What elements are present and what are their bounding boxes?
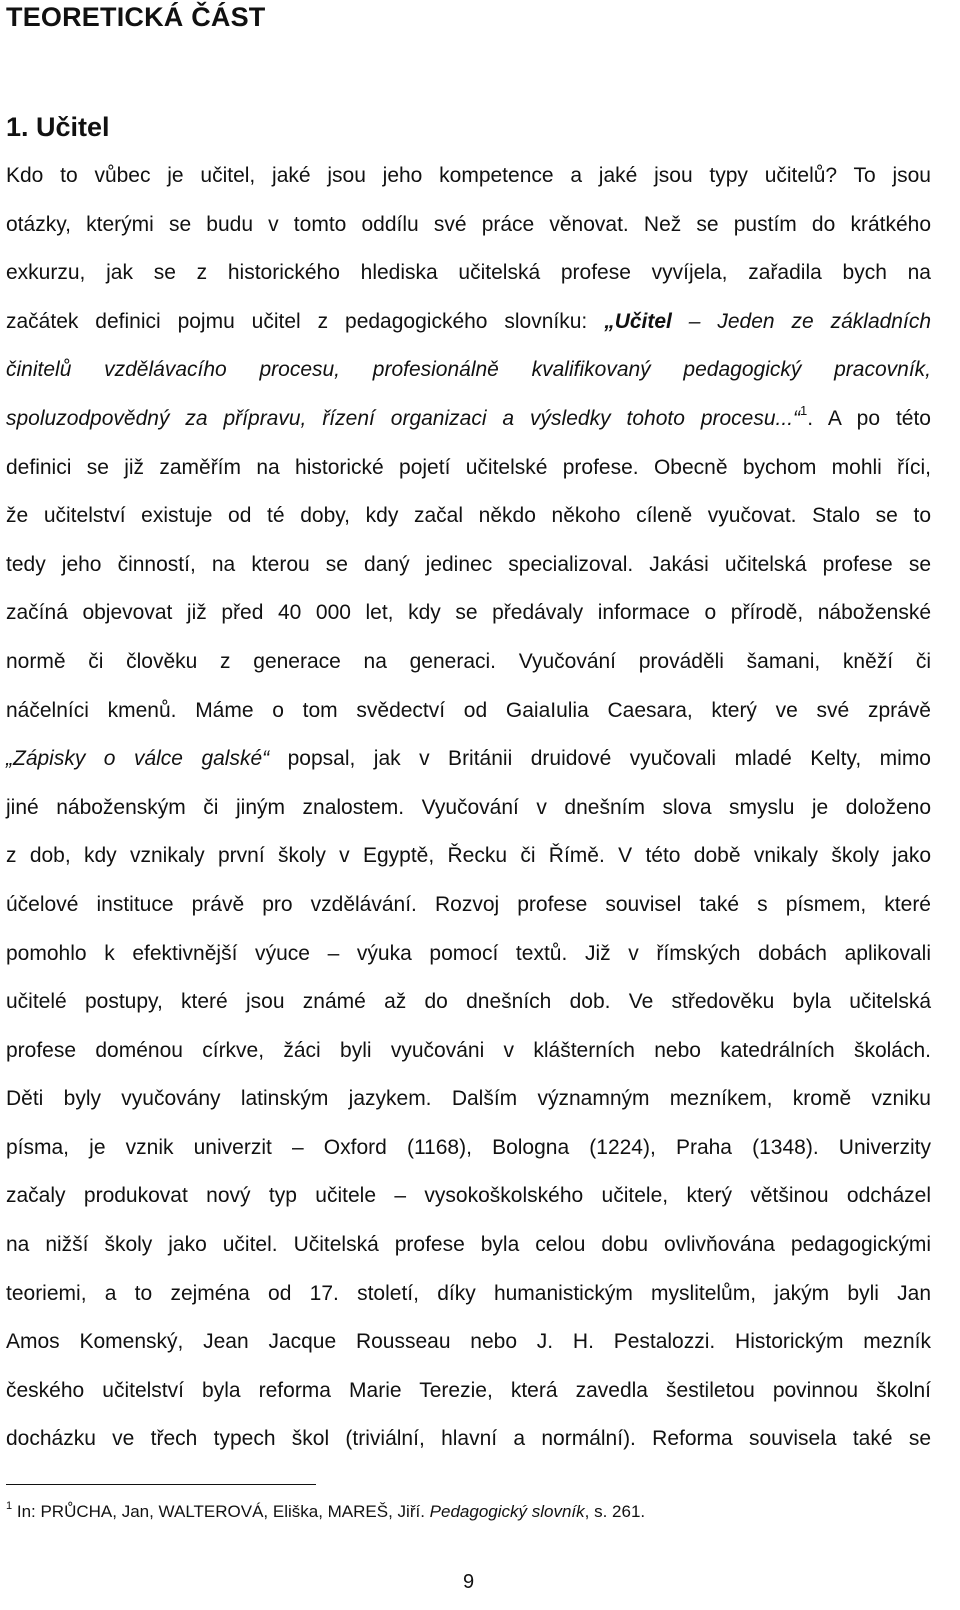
text-line: exkurzu, jak se z historického hlediska učitelská profese vyvíjela, zařadila bych na: [6, 261, 931, 285]
text-line: „Zápisky o válce galské“ popsal, jak v Británii druidové vyučovali mladé Kelty, mimo: [6, 747, 931, 771]
text-line: jiné náboženským či jiným znalostem. Vyučování v dnešním slova smyslu je doloženo: [6, 795, 931, 819]
footnote-marker: 1: [6, 1500, 13, 1512]
text-line: tedy jeho činností, na kterou se daný jedinec specializoval. Jakási učitelská profese se: [6, 552, 931, 576]
definition-quote: spoluzodpovědný za přípravu, řízení organizaci a výsledky tohoto procesu...“: [6, 406, 801, 430]
text-line: definici se již zaměřím na historické pojetí učitelské profese. Obecně bychom mohli říci,: [6, 455, 931, 479]
footnote-pages: , s. 261.: [584, 1502, 646, 1521]
chapter-heading: 1. Učitel: [6, 112, 110, 142]
text-line: náčelníci kmenů. Máme o tom svědectví od GaiaIulia Caesara, který ve své zprávě: [6, 698, 931, 722]
text-line: Kdo to vůbec je učitel, jaké jsou jeho kompetence a jaké jsou typy učitelů? To jsou: [6, 164, 931, 187]
text-line: začátek definici pojmu učitel z pedagogického slovníku: „Učitel – Jeden ze základních: [6, 309, 931, 333]
text-line: českého učitelství byla reforma Marie Terezie, která zavedla šestiletou povinnou školní: [6, 1378, 931, 1402]
text-line: začíná objevovat již před 40 000 let, kdy se předávaly informace o přírodě, náboženské: [6, 601, 931, 625]
definition-quote: činitelů vzdělávacího procesu, profesionálně kvalifikovaný pedagogický pracovník,: [6, 358, 931, 382]
text-line: otázky, kterými se budu v tomto oddílu své práce věnovat. Než se pustím do krátkého: [6, 212, 931, 236]
text-line: normě či člověku z generace na generaci. Vyučování prováděli šamani, kněží či: [6, 649, 931, 673]
page-number: 9: [462, 1571, 475, 1593]
footnote: [6, 1500, 645, 1524]
footnote-separator: [6, 1484, 316, 1485]
text-line: profese doménou církve, žáci byli vyučováni v klášterních nebo katedrálních školách.: [6, 1038, 931, 1062]
text-line: účelové instituce právě pro vzdělávání. Rozvoj profese souvisel také s písmem, které: [6, 892, 931, 916]
text-line: [6, 346, 931, 395]
text-line: písma, je vznik univerzit – Oxford (1168), Bologna (1224), Praha (1348). Univerzity: [6, 1135, 931, 1159]
text-line: že učitelství existuje od té doby, kdy začal někdo někoho cíleně vyučovat. Stalo se to: [6, 504, 931, 528]
text-line: Děti byly vyučovány latinským jazykem. Dalším významným mezníkem, kromě vzniku: [6, 1087, 931, 1111]
body-text: [6, 152, 931, 1464]
footnote-title: Pedagogický slovník: [429, 1502, 585, 1521]
footnote-reference[interactable]: 1: [800, 402, 808, 418]
text-line: na nižší školy jako učitel. Učitelská profese byla celou dobu ovlivňována pedagogickými: [6, 1233, 931, 1257]
text-line: teoriemi, a to zejména od 17. století, díky humanistickým myslitelům, jakým byli Jan: [6, 1281, 931, 1305]
section-heading: TEORETICKÁ ČÁST: [6, 2, 266, 32]
footnote-authors: In: PRŮCHA, Jan, WALTEROVÁ, Eliška, MAREŠ, Jiří.: [12, 1502, 430, 1521]
work-title: „Zápisky o válce galské“: [6, 747, 270, 771]
text-line: pomohlo k efektivnější výuce – výuka pomocí textů. Již v římských dobách aplikovali: [6, 941, 931, 965]
text-line: z dob, kdy vznikaly první školy v Egyptě, Řecku či Římě. V této době vnikaly školy jako: [6, 844, 931, 868]
text-line: začaly produkovat nový typ učitele – vysokoškolského učitele, který většinou odcházel: [6, 1184, 931, 1208]
defined-term: „Učitel: [604, 309, 672, 333]
text-line: docházku ve třech typech škol (triviální, hlavní a normální). Reforma souvisela také se: [6, 1427, 931, 1451]
text-line: Amos Komenský, Jean Jacque Rousseau nebo J. H. Pestalozzi. Historickým mezník: [6, 1330, 931, 1354]
text-line: učitelé postupy, které jsou známé až do dnešních dob. Ve středověku byla učitelská: [6, 990, 931, 1014]
text-line: spoluzodpovědný za přípravu, řízení organizaci a výsledky tohoto procesu...“$^1$. A po této: [6, 402, 931, 430]
